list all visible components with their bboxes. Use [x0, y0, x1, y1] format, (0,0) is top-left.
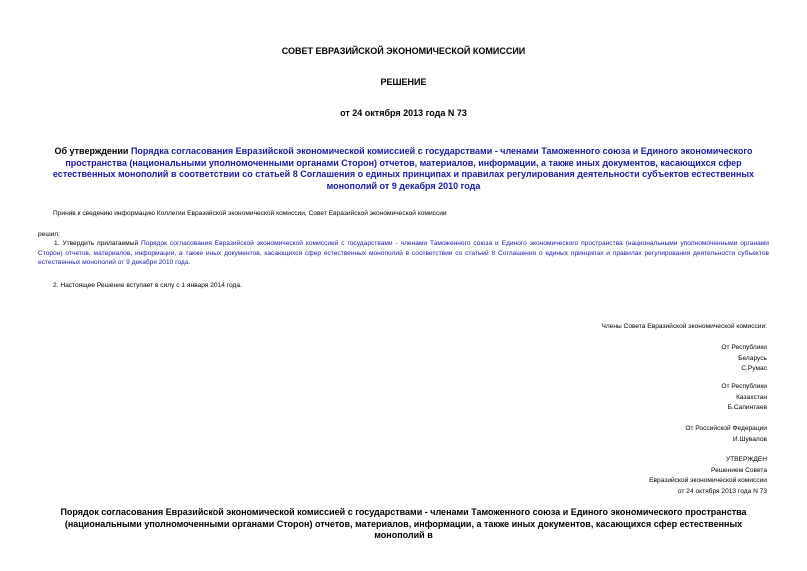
- approval-line-1: УТВЕРЖДЕН: [725, 456, 767, 463]
- kazakhstan-name: Б.Сапинтаев: [727, 404, 767, 411]
- doc-type: РЕШЕНИЕ: [380, 77, 427, 87]
- approval-line-2: Решением Совета: [710, 466, 767, 474]
- approval-block: [649, 455, 767, 497]
- item-1: [38, 239, 769, 268]
- belarus-name: С.Румас: [741, 365, 767, 372]
- belarus-country: Беларусь: [738, 354, 767, 362]
- title-link[interactable]: Порядка согласования Евразийской экономической комиссией с государствами - членами Таможенного союза и Единого экономического пространства (национальными уполномоченными органами Сторон) отчетов, материалов, информации, а также иных документов, касающихся сфер естественных монополий в соответствии со статьей 8 Соглашения о единых принципах и правилах регулирования деятельности субъектов естественных монополий от 9 декабря 2010 года: [52, 146, 755, 191]
- signature-russia: [685, 424, 767, 445]
- russia-from: От Российской Федерации: [685, 425, 767, 432]
- item-2: 2. Настоящее Решение вступает в силу с 1 января 2014 года.: [53, 282, 242, 289]
- approval-line-4: от 24 октября 2013 года N 73: [677, 487, 767, 495]
- signature-belarus: [721, 343, 767, 375]
- kazakhstan-from: От Республики: [721, 383, 767, 390]
- signatures-heading-text: Члены Совета Евразийской экономической комиссии:: [601, 323, 767, 330]
- item-1-suffix: .: [188, 259, 191, 266]
- doc-date-number: от 24 октября 2013 года N 73: [340, 108, 467, 118]
- approval-line-3: Евразийской экономической комиссии: [649, 477, 767, 484]
- annex-title: Порядок согласования Евразийской экономической комиссией с государствами - членами Таможенного союза и Единого экономического пространства (национальными уполномоченными органами Сторон) отчетов, материалов, информации, а также иных документов, касающихся сфер естественных монополий в: [60, 507, 747, 540]
- org-header: СОВЕТ ЕВРАЗИЙСКОЙ ЭКОНОМИЧЕСКОЙ КОМИССИИ: [281, 46, 526, 56]
- signature-kazakhstan: [721, 382, 767, 414]
- kazakhstan-country: Казахстан: [736, 393, 767, 401]
- russia-name: И.Шувалов: [732, 435, 767, 443]
- signatures-heading: [601, 322, 767, 333]
- decision-title: [40, 146, 767, 192]
- title-prefix: Об утверждении: [54, 146, 131, 156]
- belarus-from: От Республики: [721, 344, 767, 351]
- intro-paragraph: Приняв к сведению информацию Коллегии Евразийской экономической комиссии, Совет Евразийской экономической комиссии: [53, 210, 447, 217]
- item-1-prefix: 1. Утвердить прилагаемый: [54, 240, 142, 247]
- item-1-link[interactable]: Порядок согласования Евразийской экономической комиссией с государствами - членами Таможенного союза и Единого экономического пространства (национальными уполномоченными органами Сторон) отчетов, материалов, информации, а также иных документов, касающихся сфер естественных монополий в соответствии со статьей 8 Соглашения о единых принципах и правилах регулирования деятельности субъектов естественных монополий от 9 декабря 2010 года: [38, 240, 769, 266]
- resolved-label: решил:: [38, 231, 60, 238]
